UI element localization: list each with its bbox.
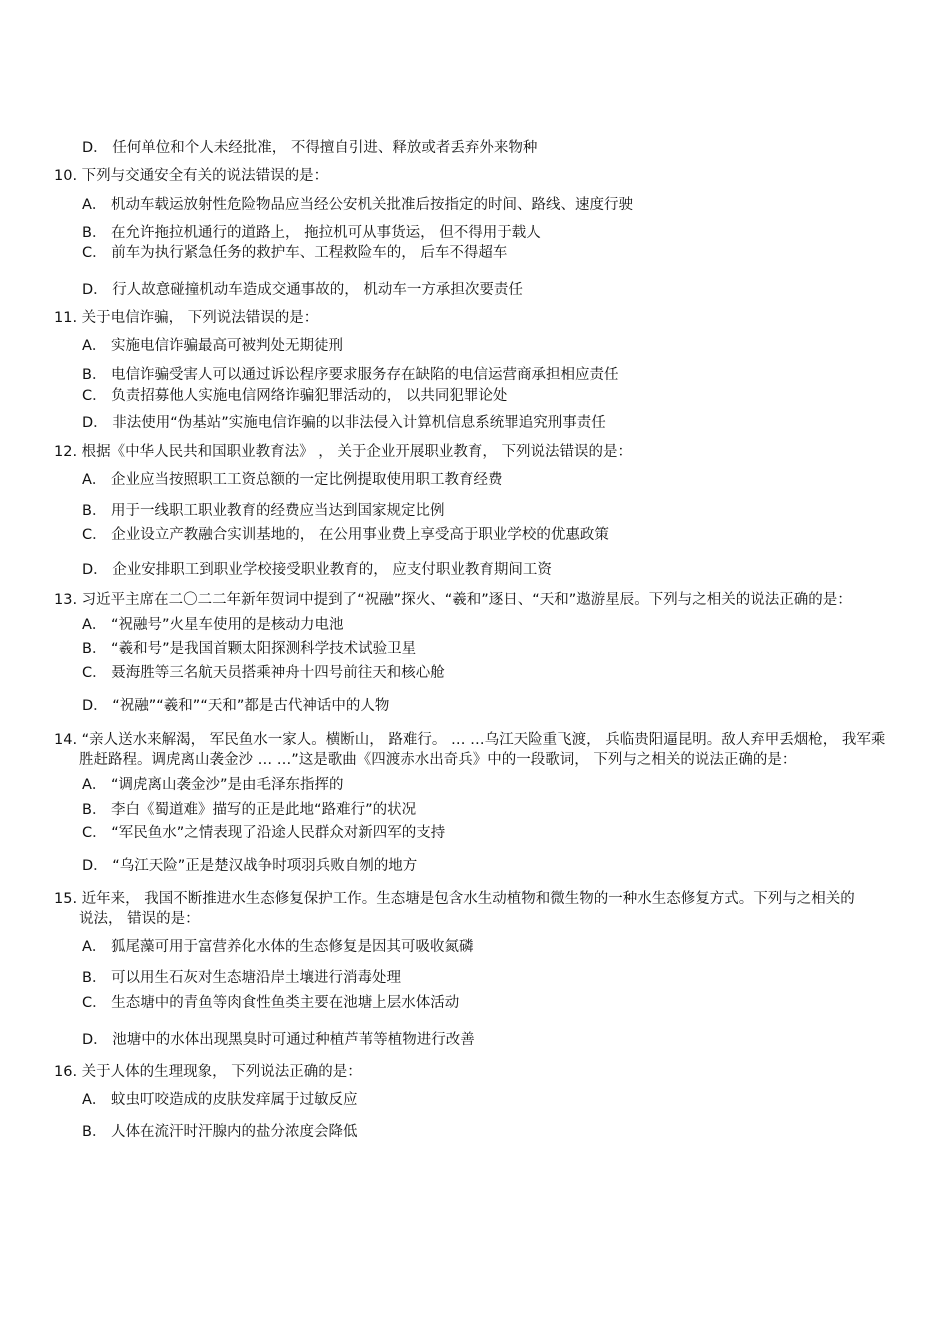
q10-option-b: B． 在允许拖拉机通行的道路上， 拖拉机可从事货运， 但不得用于载人: [82, 225, 541, 241]
q15-stem-cont: 说法， 错误的是：: [79, 911, 200, 927]
q11-stem: 11. 关于电信诈骗， 下列说法错误的是：: [54, 310, 319, 326]
q9-option-d: D． 任何单位和个人未经批准， 不得擅自引进、释放或者丢弃外来物种: [82, 140, 538, 156]
q16-option-a: A． 蚊虫叮咬造成的皮肤发痒属于过敏反应: [82, 1092, 358, 1108]
q10-option-c: C． 前车为执行紧急任务的救护车、工程救险车的， 后车不得超车: [82, 245, 508, 261]
q14-option-d: D． “乌江天险”正是楚汉战争时项羽兵败自刎的地方: [82, 858, 418, 874]
q11-option-a: A． 实施电信诈骗最高可被判处无期徒刑: [82, 338, 344, 354]
q15-option-c: C． 生态塘中的青鱼等肉食性鱼类主要在池塘上层水体活动: [82, 995, 460, 1011]
q16-option-b: B． 人体在流汗时汗腺内的盐分浓度会降低: [82, 1124, 358, 1140]
q13-option-c: C． 聂海胜等三名航天员搭乘神舟十四号前往天和核心舱: [82, 665, 445, 681]
q15-option-d: D． 池塘中的水体出现黑臭时可通过种植芦苇等植物进行改善: [82, 1032, 475, 1048]
q12-option-b: B． 用于一线职工职业教育的经费应当达到国家规定比例: [82, 503, 445, 519]
q13-option-a: A． “祝融号”火星车使用的是核动力电池: [82, 617, 344, 633]
q11-option-d: D． 非法使用“伪基站”实施电信诈骗的以非法侵入计算机信息系统罪追究刑事责任: [82, 415, 606, 431]
q13-stem: 13. 习近平主席在二〇二二年新年贺词中提到了“祝融”探火、“羲和”逐日、“天和”遨游星辰。下列与之相关的说法正确的是：: [54, 592, 852, 608]
q10-stem: 10. 下列与交通安全有关的说法错误的是：: [54, 168, 329, 184]
q12-stem: 12. 根据《中华人民共和国职业教育法》 ， 关于企业开展职业教育， 下列说法错误的是：: [54, 444, 632, 460]
q14-option-a: A． “调虎离山袭金沙”是由毛泽东指挥的: [82, 777, 344, 793]
q11-option-c: C． 负责招募他人实施电信网络诈骗犯罪活动的， 以共同犯罪论处: [82, 388, 508, 404]
q15-stem: 15. 近年来， 我国不断推进水生态修复保护工作。生态塘是包含水生动植物和微生物的一种水生态修复方式。下列与之相关的: [54, 891, 855, 907]
q14-stem: 14. “亲人送水来解渴， 军民鱼水一家人。横断山， 路难行。 … …乌江天险重飞渡， 兵临贵阳逼昆明。敌人弃甲丢烟枪， 我军乘: [54, 732, 886, 748]
q10-option-d: D． 行人故意碰撞机动车造成交通事故的， 机动车一方承担次要责任: [82, 282, 523, 298]
q16-stem: 16. 关于人体的生理现象， 下列说法正确的是：: [54, 1064, 362, 1080]
q10-option-a: A． 机动车载运放射性危险物品应当经公安机关批准后按指定的时间、路线、速度行驶: [82, 197, 634, 213]
q13-option-d: D． “祝融”“羲和”“天和”都是古代神话中的人物: [82, 698, 390, 714]
q11-option-b: B． 电信诈骗受害人可以通过诉讼程序要求服务存在缺陷的电信运营商承担相应责任: [82, 367, 619, 383]
q14-option-c: C． “军民鱼水”之情表现了沿途人民群众对新四军的支持: [82, 825, 446, 841]
q15-option-b: B． 可以用生石灰对生态塘沿岸土壤进行消毒处理: [82, 970, 402, 986]
q12-option-a: A． 企业应当按照职工工资总额的一定比例提取使用职工教育经费: [82, 472, 503, 488]
q12-option-d: D． 企业安排职工到职业学校接受职业教育的， 应支付职业教育期间工资: [82, 562, 552, 578]
q14-option-b: B． 李白《蜀道难》描写的正是此地“路难行”的状况: [82, 802, 417, 818]
q15-option-a: A． 狐尾藻可用于富营养化水体的生态修复是因其可吸收氮磷: [82, 939, 474, 955]
q12-option-c: C． 企业设立产教融合实训基地的， 在公用事业费上享受高于职业学校的优惠政策: [82, 527, 609, 543]
q14-stem-cont: 胜赶路程。调虎离山袭金沙 … …”这是歌曲《四渡赤水出奇兵》中的一段歌词， 下列与之相关的说法正确的是：: [79, 752, 797, 768]
q13-option-b: B． “羲和号”是我国首颗太阳探测科学技术试验卫星: [82, 641, 417, 657]
